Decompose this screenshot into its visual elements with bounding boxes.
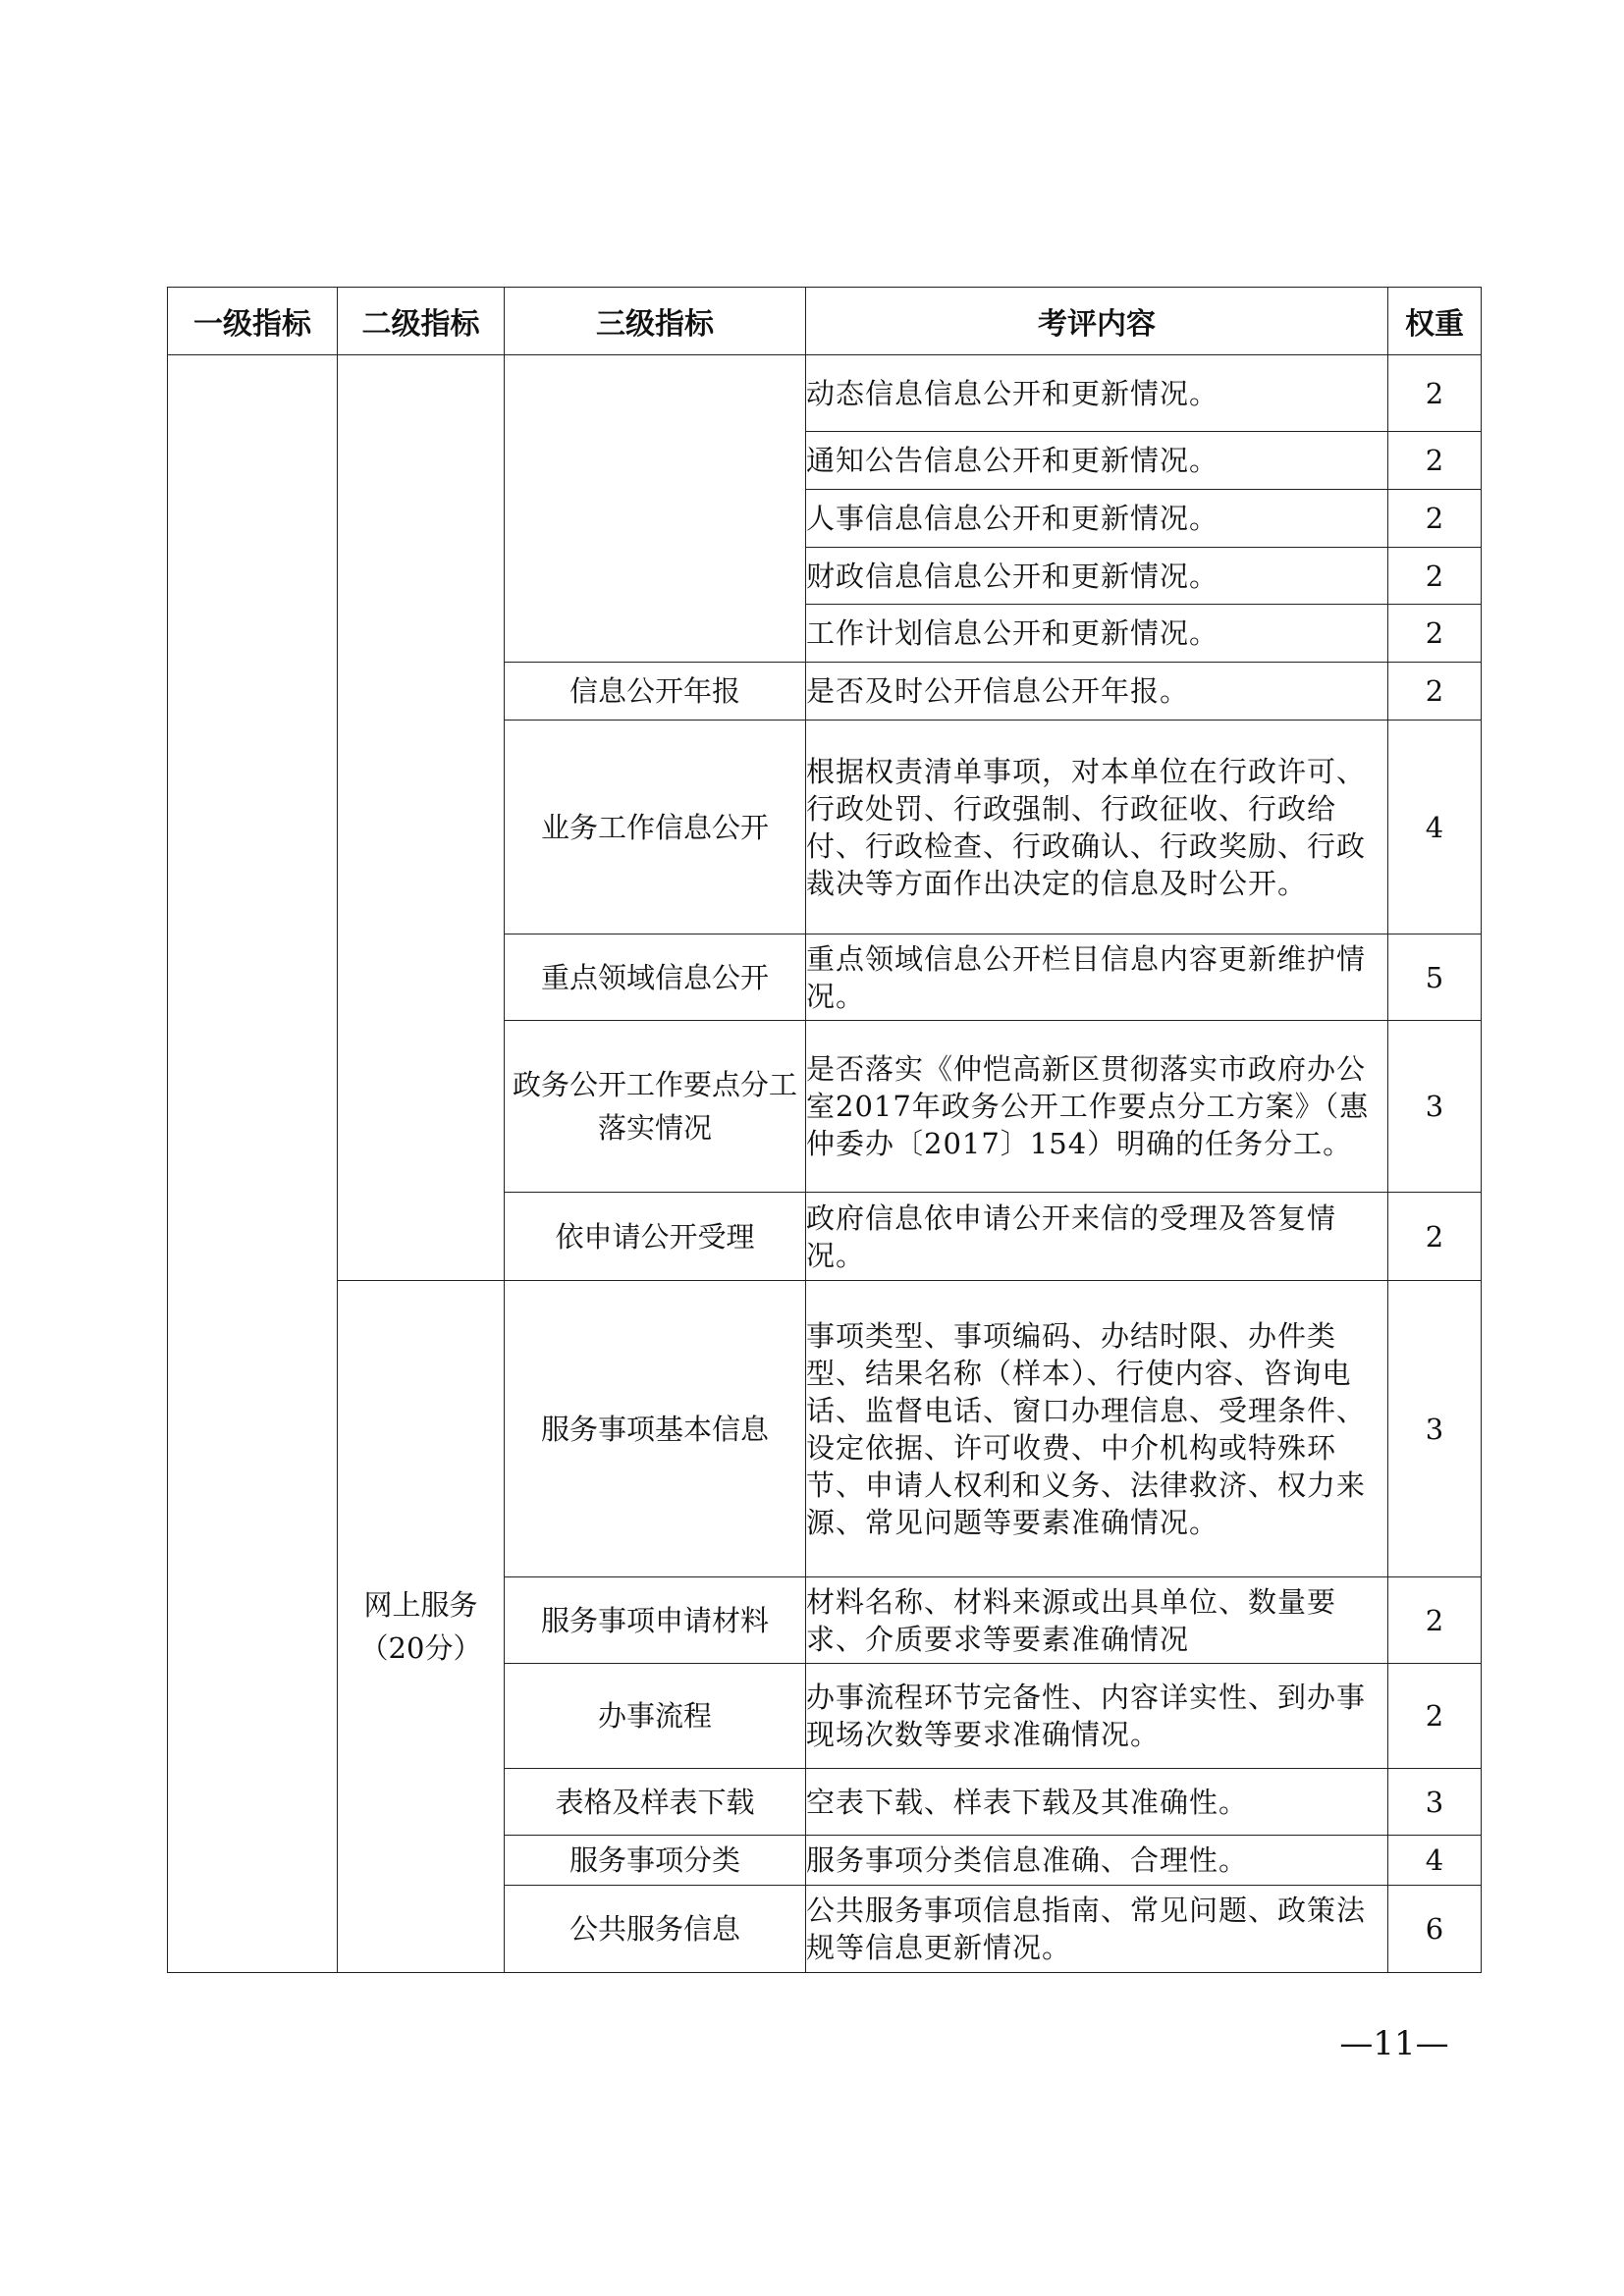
weight-cell: 2 — [1388, 663, 1482, 721]
level1-cell — [168, 355, 338, 1973]
weight-cell: 2 — [1388, 1577, 1482, 1664]
weight-cell: 3 — [1388, 1281, 1482, 1577]
level3-cell: 服务事项申请材料 — [505, 1577, 806, 1664]
table-row — [168, 355, 1482, 432]
level3-cell: 办事流程 — [505, 1664, 806, 1769]
weight-cell: 2 — [1388, 432, 1482, 490]
header-level1: 一级指标 — [168, 288, 338, 355]
content-cell: 动态信息信息公开和更新情况。 — [806, 355, 1388, 432]
content-cell: 是否落实《仲恺高新区贯彻落实市政府办公室2017年政务公开工作要点分工方案》（惠仲委办〔2017〕154）明确的任务分工。 — [806, 1021, 1388, 1193]
level3-cell: 服务事项基本信息 — [505, 1281, 806, 1577]
content-cell: 人事信息信息公开和更新情况。 — [806, 490, 1388, 548]
weight-cell: 2 — [1388, 1664, 1482, 1769]
table-row — [168, 1281, 1482, 1577]
level3-cell: 公共服务信息 — [505, 1886, 806, 1973]
weight-cell: 2 — [1388, 1193, 1482, 1281]
content-cell: 办事流程环节完备性、内容详实性、到办事现场次数等要求准确情况。 — [806, 1664, 1388, 1769]
weight-cell: 4 — [1388, 1836, 1482, 1886]
level3-cell: 依申请公开受理 — [505, 1193, 806, 1281]
header-level2: 二级指标 — [338, 288, 505, 355]
level3-cell: 服务事项分类 — [505, 1836, 806, 1886]
weight-cell: 2 — [1388, 490, 1482, 548]
level3-cell: 表格及样表下载 — [505, 1769, 806, 1836]
content-cell: 政府信息依申请公开来信的受理及答复情况。 — [806, 1193, 1388, 1281]
weight-cell: 6 — [1388, 1886, 1482, 1973]
level3-cell: 政务公开工作要点分工落实情况 — [505, 1021, 806, 1193]
content-cell: 财政信息信息公开和更新情况。 — [806, 548, 1388, 605]
level3-cell: 业务工作信息公开 — [505, 721, 806, 934]
table-header-row — [168, 288, 1482, 355]
evaluation-table — [167, 287, 1482, 1973]
content-cell: 根据权责清单事项，对本单位在行政许可、行政处罚、行政强制、行政征收、行政给付、行政检查、行政确认、行政奖励、行政裁决等方面作出决定的信息及时公开。 — [806, 721, 1388, 934]
weight-cell: 3 — [1388, 1021, 1482, 1193]
level3-cell: 重点领域信息公开 — [505, 934, 806, 1021]
header-content: 考评内容 — [806, 288, 1388, 355]
content-cell: 工作计划信息公开和更新情况。 — [806, 605, 1388, 663]
content-cell: 公共服务事项信息指南、常见问题、政策法规等信息更新情况。 — [806, 1886, 1388, 1973]
weight-cell: 2 — [1388, 548, 1482, 605]
level3-cell: 信息公开年报 — [505, 663, 806, 721]
content-cell: 重点领域信息公开栏目信息内容更新维护情况。 — [806, 934, 1388, 1021]
content-cell: 通知公告信息公开和更新情况。 — [806, 432, 1388, 490]
weight-cell: 4 — [1388, 721, 1482, 934]
level3-cell — [505, 355, 806, 663]
weight-cell: 5 — [1388, 934, 1482, 1021]
level2-cell: 网上服务（20分） — [338, 1281, 505, 1973]
header-level3: 三级指标 — [505, 288, 806, 355]
content-cell: 服务事项分类信息准确、合理性。 — [806, 1836, 1388, 1886]
level2-cell — [338, 355, 505, 1281]
content-cell: 空表下载、样表下载及其准确性。 — [806, 1769, 1388, 1836]
content-cell: 事项类型、事项编码、办结时限、办件类型、结果名称（样本）、行使内容、咨询电话、监督电话、窗口办理信息、受理条件、设定依据、许可收费、中介机构或特殊环节、申请人权利和义务、法律救济、权力来源、常见问题等要素准确情况。 — [806, 1281, 1388, 1577]
page-number: —11— — [1339, 2024, 1449, 2063]
header-weight: 权重 — [1388, 288, 1482, 355]
weight-cell: 2 — [1388, 355, 1482, 432]
weight-cell: 2 — [1388, 605, 1482, 663]
weight-cell: 3 — [1388, 1769, 1482, 1836]
content-cell: 材料名称、材料来源或出具单位、数量要求、介质要求等要素准确情况 — [806, 1577, 1388, 1664]
content-cell: 是否及时公开信息公开年报。 — [806, 663, 1388, 721]
